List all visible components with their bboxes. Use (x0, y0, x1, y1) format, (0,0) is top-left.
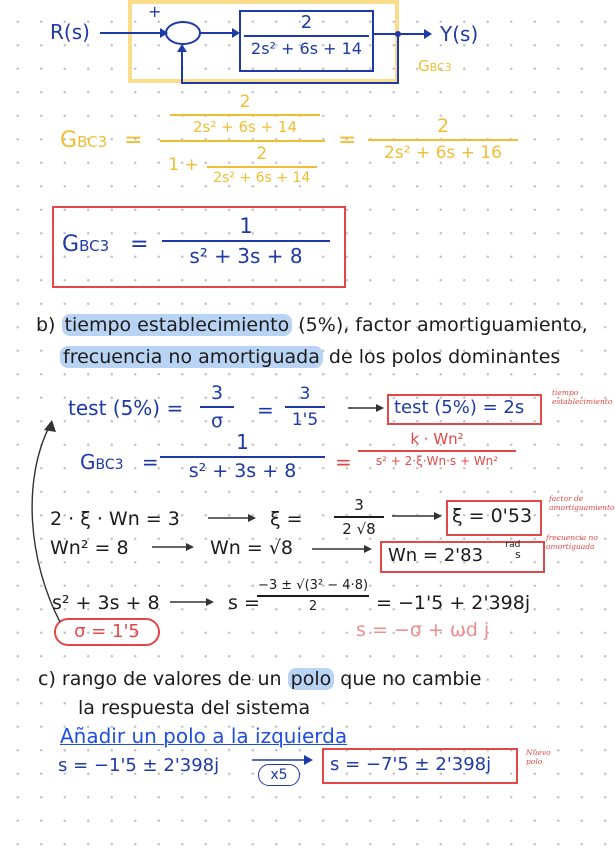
wn-result: Wn = 2'83 (388, 545, 484, 566)
g-fraction: 1 s² + 3s + 8 (160, 430, 325, 482)
note-new-pole: Nuevo polo (526, 748, 551, 766)
test-result: test (5%) = 2s (394, 397, 525, 418)
poly-fraction: −3 ± √(3² − 4·8) 2 (257, 578, 369, 614)
sum-sign: + (148, 2, 162, 21)
block-numerator: 2 (300, 12, 313, 33)
zeta-mid: ξ = (270, 508, 303, 530)
output-label: Y(s) (440, 22, 479, 46)
reduction-eq2: = (338, 128, 357, 153)
zeta-result: ξ = 0'53 (452, 505, 533, 527)
note-settling-time: tiempo establecimiento (552, 388, 613, 406)
reduction-inner-top: 2 2s² + 6s + 14 (170, 92, 320, 136)
part-b-heading-1: b) tiempo establecimiento (5%), factor amortiguamiento, (36, 314, 588, 336)
poles-formula: s = −σ + ωd j (356, 619, 490, 641)
wn-mid: Wn = √8 (210, 537, 294, 559)
poly-result: = −1'5 + 2'398j (376, 592, 531, 614)
diagram-gbc3-label: GBC3 (418, 57, 452, 75)
test-eq: = (257, 398, 274, 422)
part-b-heading-2: frecuencia no amortiguada de los polos dominantes (60, 346, 560, 368)
wn-equation: Wn² = 8 (50, 537, 129, 559)
input-label: R(s) (50, 20, 90, 44)
zeta-fraction: 3 2 √8 (334, 496, 384, 538)
pole-equation: s = −1'5 ± 2'398j (58, 755, 220, 776)
highlight-settling-time: tiempo establecimiento (62, 314, 293, 336)
part-c-line-2: la respuesta del sistema (78, 697, 311, 719)
test-fraction-1: 3 σ (200, 382, 234, 432)
part-c-blue-line: Añadir un polo a la izquierda (60, 724, 348, 748)
part-c-line-1: c) rango de valores de un polo que no cambie (38, 668, 482, 690)
curved-arrow (32, 425, 60, 622)
sigma-circle: σ = 1'5 (54, 618, 160, 646)
test-lhs: test (5%) = (68, 396, 184, 420)
new-pole: s = −7'5 ± 2'398j (330, 754, 492, 775)
wn-unit: rad s (505, 540, 521, 561)
block-denominator: 2s² + 6s + 14 (251, 39, 362, 58)
times-five-circle: x5 (258, 764, 300, 786)
note-natural-frequency: frecuencia no amortiguada (546, 533, 598, 551)
reduction-right-fraction: 2 2s² + 6s + 16 (368, 115, 518, 163)
reduction-denominator: 1 + $\frac{2}{\text{2s² + 6s + 14}}$ (160, 144, 325, 186)
result-numerator: 1 (239, 214, 253, 238)
test-fraction-2: 3 1'5 (285, 384, 325, 430)
note-damping: factor de amortiguamiento (549, 494, 615, 512)
highlight-natural-frequency: frecuencia no amortiguada (60, 346, 323, 368)
g-red-fraction: k · Wn² s² + 2·ξ·Wn·s + Wn² (358, 430, 516, 468)
result-denominator: s² + 3s + 8 (189, 244, 303, 268)
result-lhs: GBC3 = (62, 232, 149, 257)
poly: s² + 3s + 8 (52, 592, 160, 614)
highlight-pole: polo (288, 668, 335, 690)
reduction-lhs: GBC3 = (60, 128, 143, 153)
g-lhs: GBC3 = (80, 450, 159, 474)
zeta-equation: 2 · ξ · Wn = 3 (50, 508, 180, 530)
g-red-eq: = (335, 450, 352, 474)
poly-s: s = (228, 592, 260, 614)
